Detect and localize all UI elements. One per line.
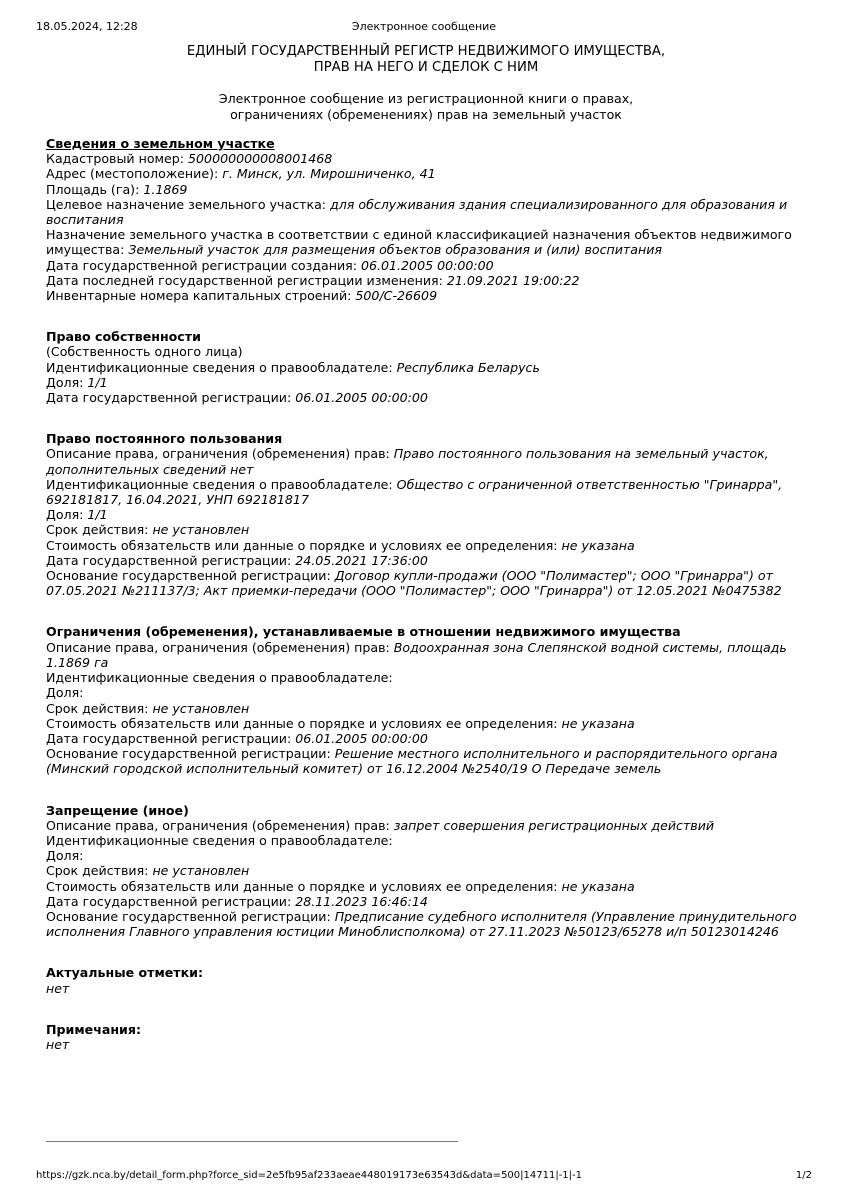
field-value: г. Минск, ул. Мирошниченко, 41 <box>222 166 436 182</box>
print-url: https://gzk.nca.by/detail_form.php?force_sid=2e5fb95af233aeae448019173e63543d&data=500|14711|-1|-1 <box>36 1170 583 1181</box>
field-value: не установлен <box>152 700 250 716</box>
field-row <box>46 981 806 996</box>
field-row <box>46 375 806 390</box>
field-row <box>46 553 806 568</box>
field-label: Стоимость обязательств или данные о порядке и условиях ее определения: <box>46 537 562 553</box>
field-row <box>46 640 806 670</box>
field-row <box>46 390 806 405</box>
field-value: Водоохранная зона Слепянской водной системы, площадь 1.1869 га <box>46 639 787 670</box>
field-row <box>46 360 806 375</box>
field-label: Описание права, ограничения (обременения) прав: <box>46 639 394 655</box>
field-value: запрет совершения регистрационных действий <box>393 817 715 833</box>
section-title: Право постоянного пользования <box>46 431 283 447</box>
field-label: Доля: <box>46 685 84 701</box>
field-row <box>46 731 806 746</box>
record-section <box>46 1022 806 1052</box>
field-row <box>46 818 806 833</box>
field-row <box>46 273 806 288</box>
field-value: 24.05.2021 17:36:00 <box>295 552 428 568</box>
field-label: Стоимость обязательств или данные о порядке и условиях ее определения: <box>46 715 562 731</box>
field-row <box>46 879 806 894</box>
field-label: Доля: <box>46 374 88 390</box>
section-title: Право собственности <box>46 329 201 345</box>
field-value: 28.11.2023 16:46:14 <box>295 893 428 909</box>
field-label: Дата государственной регистрации: <box>46 730 296 746</box>
field-value: для обслуживания здания специализированного для образования и воспитания <box>46 196 788 228</box>
field-value: 1.1869 <box>143 181 188 197</box>
field-value: 06.01.2005 00:00:00 <box>360 257 494 273</box>
field-label: Срок действия: <box>46 700 153 716</box>
section-title: Запрещение (иное) <box>46 802 189 818</box>
field-row <box>46 288 806 303</box>
message-subheading <box>46 91 806 122</box>
field-label: Доля: <box>46 507 88 523</box>
field-label: Дата государственной регистрации: <box>46 390 296 406</box>
field-row <box>46 568 806 598</box>
field-value: Право постоянного пользования на земельный участок, дополнительных сведений нет <box>46 446 769 477</box>
field-label: (Собственность одного лица) <box>46 344 243 360</box>
field-row <box>46 446 806 476</box>
message-subheading-line: ограничениях (обременениях) прав на земельный участок <box>230 106 622 122</box>
field-value: не указана <box>561 715 635 731</box>
field-value: нет <box>46 1036 70 1052</box>
field-label: Площадь (га): <box>46 181 144 197</box>
field-value: 06.01.2005 00:00:00 <box>295 730 428 746</box>
print-document-title: Электронное сообщение <box>351 20 497 33</box>
field-row <box>46 538 806 553</box>
field-row <box>46 1037 806 1052</box>
field-label: Идентификационные сведения о правообладателе: <box>46 359 397 375</box>
registry-heading <box>46 44 806 76</box>
field-row <box>46 894 806 909</box>
field-value: не указана <box>561 537 635 553</box>
field-row <box>46 227 806 257</box>
field-row <box>46 344 806 359</box>
field-label: Срок действия: <box>46 863 153 879</box>
field-label: Дата последней государственной регистрации изменения: <box>46 272 447 288</box>
field-row <box>46 182 806 197</box>
document-body <box>46 44 806 1052</box>
field-value: 06.01.2005 00:00:00 <box>295 390 428 406</box>
field-label: Адрес (местоположение): <box>46 166 223 182</box>
field-label: Стоимость обязательств или данные о порядке и условиях ее определения: <box>46 878 562 894</box>
field-label: Кадастровый номер: <box>46 151 189 167</box>
field-value: Земельный участок для размещения объектов образования и (или) воспитания <box>128 242 662 258</box>
field-row <box>46 701 806 716</box>
field-label: Основание государственной регистрации: <box>46 746 335 762</box>
field-value: 1/1 <box>87 374 108 390</box>
field-value: Республика Беларусь <box>396 359 540 375</box>
field-row <box>46 258 806 273</box>
field-value: не установлен <box>152 863 250 879</box>
registry-heading-line: ЕДИНЫЙ ГОСУДАРСТВЕННЫЙ РЕГИСТР НЕДВИЖИМОГО ИМУЩЕСТВА, <box>186 44 666 59</box>
field-row <box>46 685 806 700</box>
field-value: 1/1 <box>87 507 108 523</box>
field-value: Решение местного исполнительного и распорядительного органа (Минский городской исполнительный комитет) от 16.12.2004 №2540/19 О Передаче земель <box>46 746 778 777</box>
field-value: Общество с ограниченной ответственностью "Гринарра", 692181817, 16.04.2021, УНП 692181817 <box>46 476 783 508</box>
field-value: не указана <box>561 878 635 894</box>
record-section <box>46 136 806 303</box>
field-value: 21.09.2021 19:00:22 <box>446 272 580 288</box>
field-label: Основание государственной регистрации: <box>46 908 335 924</box>
field-row <box>46 833 806 848</box>
field-value: нет <box>46 980 70 996</box>
field-value: не установлен <box>152 522 250 538</box>
field-label: Основание государственной регистрации: <box>46 568 335 584</box>
record-section <box>46 624 806 776</box>
field-label: Дата государственной регистрации создания: <box>46 257 361 273</box>
record-section <box>46 431 806 598</box>
field-row <box>46 522 806 537</box>
field-label: Инвентарные номера капитальных строений: <box>46 288 356 304</box>
print-datetime: 18.05.2024, 12:28 <box>36 20 138 33</box>
field-value: Предписание судебного исполнителя (Управление принудительного исполнения Главного управления юстиции Миноблисполкома) от 27.11.2023 №50123/65278 и/п 50123014246 <box>46 908 797 940</box>
field-row <box>46 151 806 166</box>
field-row <box>46 863 806 878</box>
section-title: Ограничения (обременения), устанавливаемые в отношении недвижимого имущества <box>46 624 681 640</box>
section-title: Сведения о земельном участке <box>46 136 275 151</box>
registry-heading-line: ПРАВ НА НЕГО И СДЕЛОК С НИМ <box>313 60 539 75</box>
page-number: 1/2 <box>795 1170 812 1181</box>
field-value: 500000000008001468 <box>188 151 333 167</box>
field-row <box>46 746 806 776</box>
field-label: Целевое назначение земельного участка: <box>46 196 331 212</box>
field-row <box>46 848 806 863</box>
field-label: Дата государственной регистрации: <box>46 893 296 909</box>
field-label: Описание права, ограничения (обременения) прав: <box>46 817 394 833</box>
field-label: Идентификационные сведения о правообладателе: <box>46 670 393 686</box>
field-row <box>46 166 806 181</box>
field-row <box>46 197 806 227</box>
footer-divider <box>46 1141 458 1142</box>
section-title: Примечания: <box>46 1021 142 1037</box>
field-row <box>46 909 806 939</box>
field-row <box>46 507 806 522</box>
field-label: Доля: <box>46 848 84 864</box>
record-section <box>46 803 806 940</box>
section-title: Актуальные отметки: <box>46 965 203 981</box>
field-row <box>46 477 806 507</box>
message-subheading-line: Электронное сообщение из регистрационной книги о правах, <box>218 91 634 106</box>
field-value: Договор купли-продажи (ООО "Полимастер"; ООО "Гринарра") от 07.05.2021 №211137/3; Акт приемки-передачи (ООО "Полимастер"; ООО "Гринарра") от 12.05.2021 №0475382 <box>46 568 782 599</box>
field-label: Идентификационные сведения о правообладателе: <box>46 476 397 492</box>
record-sections <box>46 136 806 1052</box>
field-row <box>46 670 806 685</box>
field-row <box>46 716 806 731</box>
field-label: Назначение земельного участка в соответствии с единой классификацией назначения объектов недвижимого имущества: <box>46 227 792 258</box>
field-label: Дата государственной регистрации: <box>46 552 296 568</box>
field-label: Описание права, ограничения (обременения) прав: <box>46 446 394 462</box>
field-label: Идентификационные сведения о правообладателе: <box>46 832 393 848</box>
field-label: Срок действия: <box>46 522 153 538</box>
record-section <box>46 329 806 405</box>
record-section <box>46 965 806 995</box>
field-value: 500/C-26609 <box>355 288 438 304</box>
